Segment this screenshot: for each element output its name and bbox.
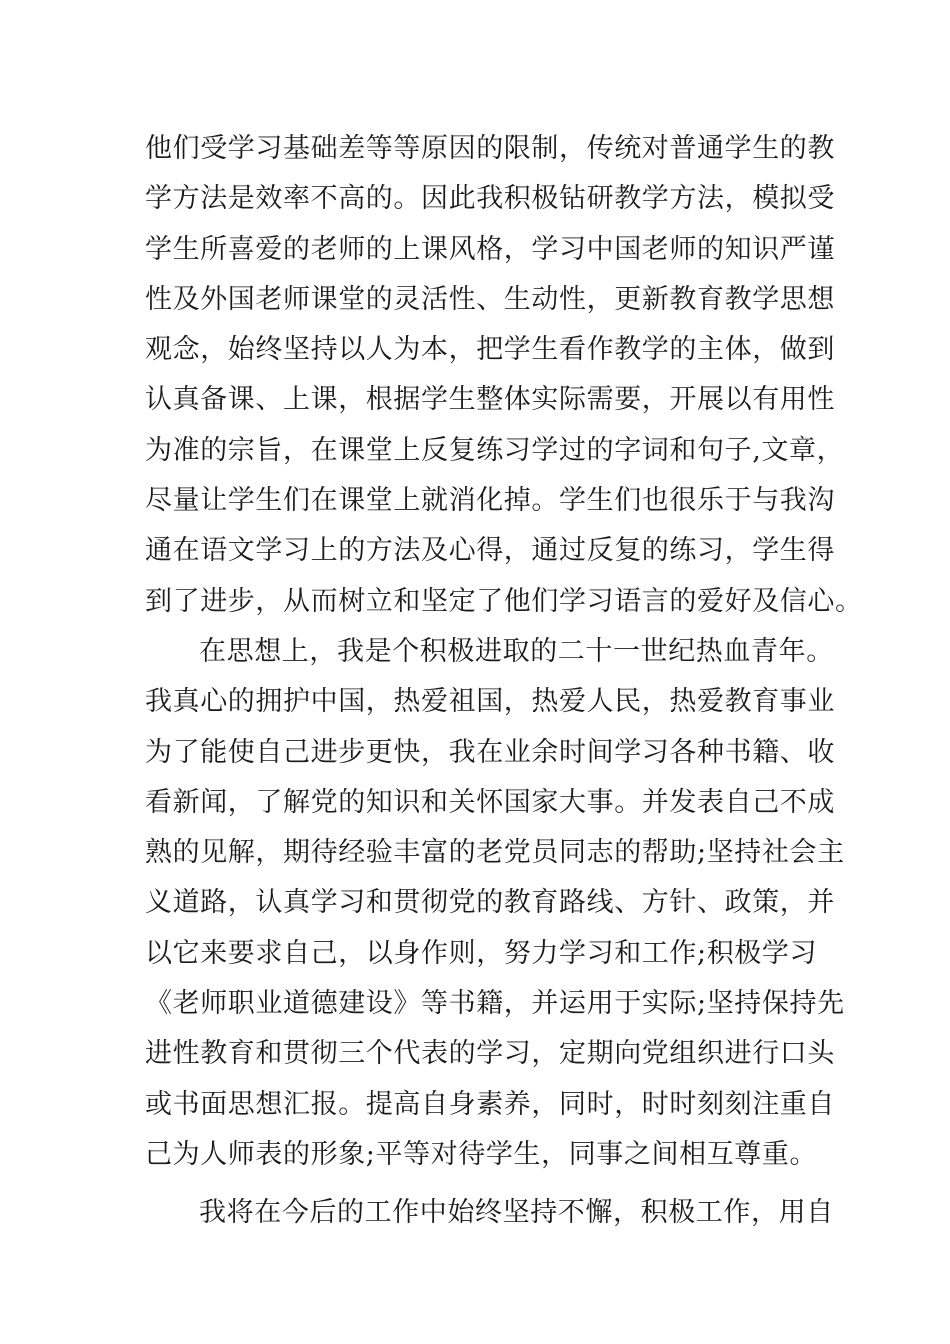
- text-line: 到了进步，从而树立和坚定了他们学习语言的爱好及信心。: [145, 585, 863, 617]
- text-line: 或书面思想汇报。提高自身素养，同时，时时刻刻注重自: [145, 1088, 835, 1120]
- text-line: 通在语文学习上的方法及心得，通过反复的练习，学生得: [145, 535, 835, 567]
- text-line: 为了能使自己进步更快，我在业余时间学习各种书籍、收: [145, 736, 835, 768]
- text-line: 《老师职业道德建设》等书籍，并运用于实际;坚持保持先: [145, 988, 845, 1020]
- text-line: 义道路，认真学习和贯彻党的教育路线、方针、政策，并: [145, 887, 835, 919]
- text-line: 他们受学习基础差等等原因的限制，传统对普通学生的教: [145, 133, 835, 164]
- text-line: 尽量让学生们在课堂上就消化掉。学生们也很乐于与我沟: [145, 485, 835, 517]
- text-line: 看新闻，了解党的知识和关怀国家大事。并发表自己不成: [145, 786, 835, 818]
- text-line: 学方法是效率不高的。因此我积极钻研教学方法，模拟受: [145, 183, 835, 215]
- text-line: 进性教育和贯彻三个代表的学习，定期向党组织进行口头: [145, 1038, 835, 1070]
- text-line: 熟的见解，期待经验丰富的老党员同志的帮助;坚持社会主: [145, 837, 845, 869]
- text-line: 性及外国老师课堂的灵活性、生动性，更新教育教学思想: [145, 283, 835, 315]
- text-line: 观念，始终坚持以人为本，把学生看作教学的主体，做到: [145, 334, 835, 366]
- paragraph-start-line: 我将在今后的工作中始终坚持不懈，积极工作，用自: [199, 1197, 834, 1229]
- text-line: 以它来要求自己，以身作则，努力学习和工作;积极学习: [145, 937, 818, 969]
- text-line: 为准的宗旨，在课堂上反复练习学过的字词和句子,文章，: [145, 434, 845, 466]
- body-text: [145, 124, 863, 1239]
- text-line: 我真心的拥护中国，热爱祖国，热爱人民，热爱教育事业: [145, 686, 835, 718]
- text-line: 学生所喜爱的老师的上课风格，学习中国老师的知识严谨: [145, 233, 835, 265]
- text-line: 己为人师表的形象;平等对待学生，同事之间相互尊重。: [145, 1138, 818, 1170]
- text-line: 认真备课、上课，根据学生整体实际需要，开展以有用性: [145, 384, 835, 416]
- paragraph-start-line: 在思想上，我是个积极进取的二十一世纪热血青年。: [199, 635, 834, 667]
